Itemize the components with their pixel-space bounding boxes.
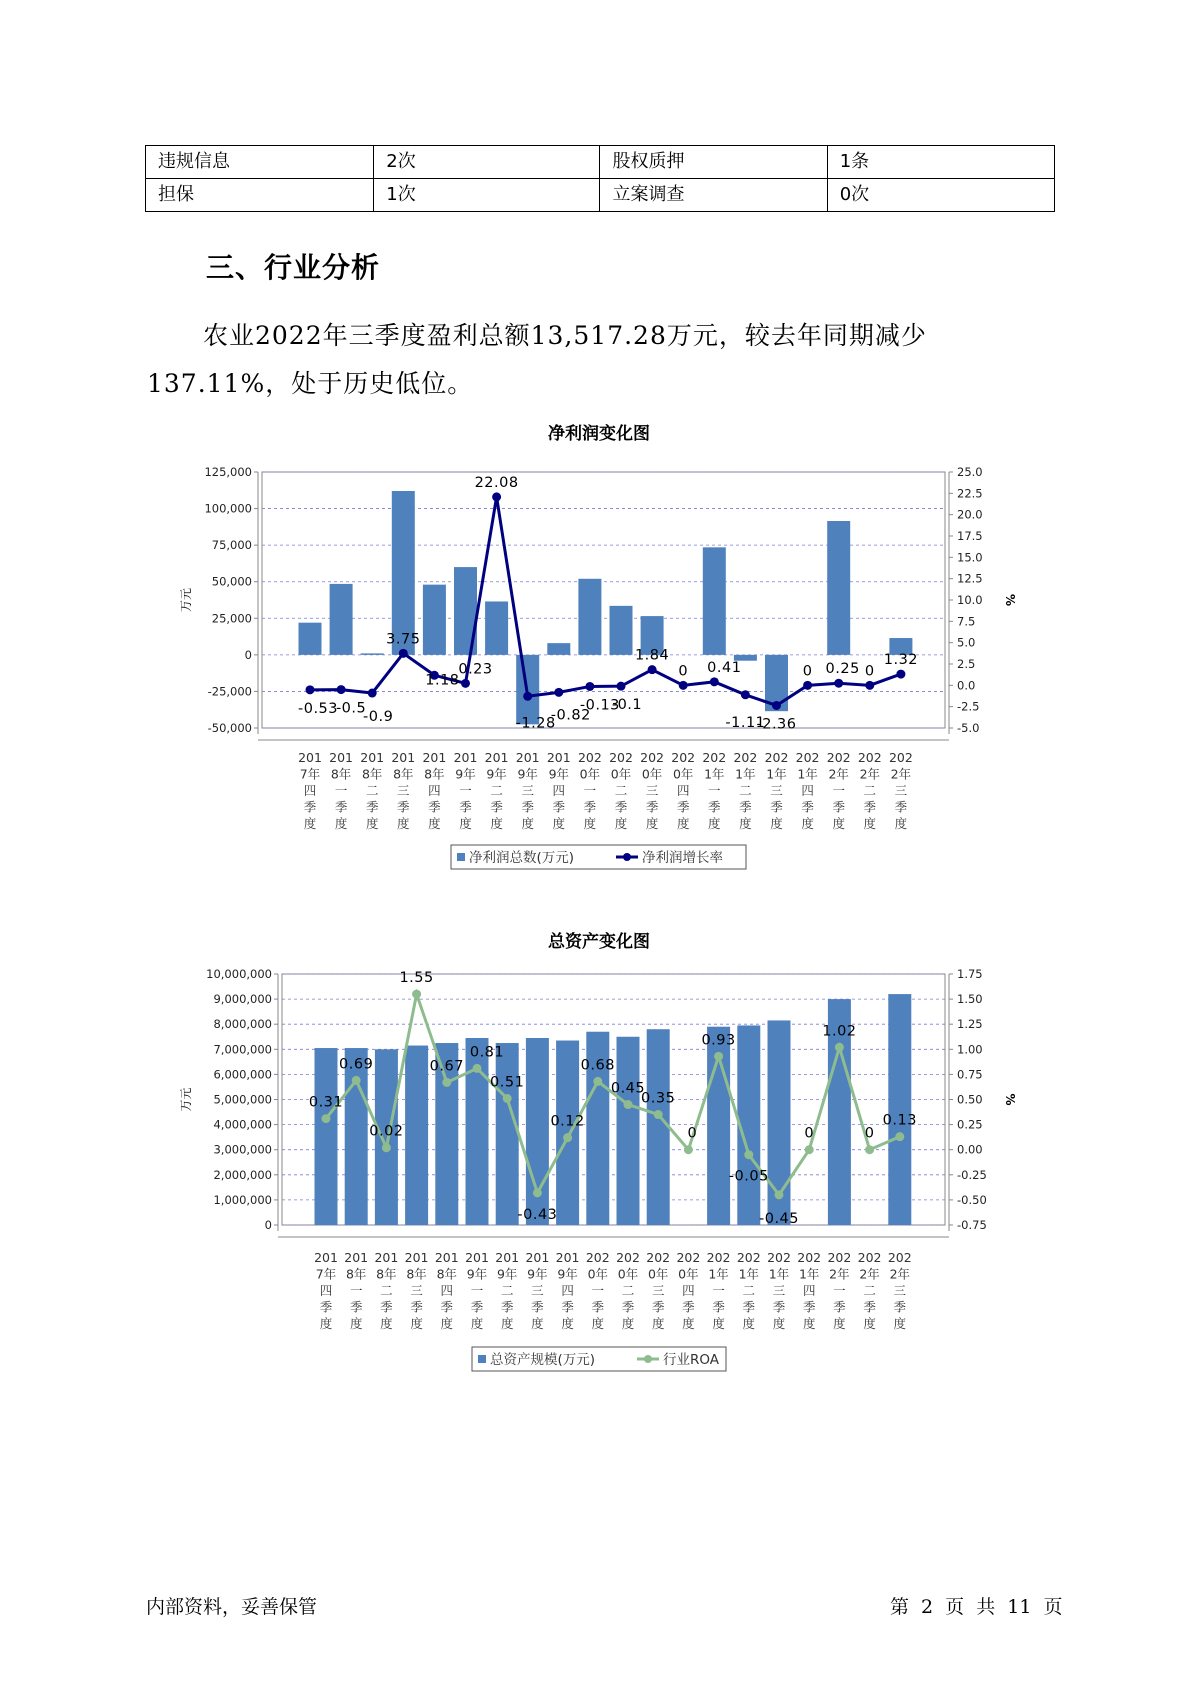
line-point bbox=[473, 1064, 482, 1073]
x-tick-label: 202 1年一季度 bbox=[702, 750, 727, 831]
table-cell: 担保 bbox=[146, 179, 374, 212]
line-point bbox=[593, 1077, 602, 1086]
x-tick-label: 201 7年四季度 bbox=[298, 750, 322, 831]
line-point bbox=[896, 670, 905, 679]
line-point bbox=[710, 677, 719, 686]
y2-tick-label: 17.5 bbox=[957, 529, 983, 543]
point-label: 22.08 bbox=[474, 474, 519, 491]
line-point bbox=[617, 682, 626, 691]
line-point bbox=[865, 681, 874, 690]
table-cell: 1次 bbox=[374, 179, 600, 212]
line-point bbox=[523, 692, 532, 701]
x-tick-label: 201 7年四季度 bbox=[314, 1250, 338, 1331]
point-label: 0.45 bbox=[610, 1080, 646, 1097]
bar bbox=[610, 606, 633, 655]
bar bbox=[647, 1029, 670, 1225]
y-tick-label: 9,000,000 bbox=[213, 992, 272, 1007]
point-label: -2.36 bbox=[756, 716, 797, 733]
x-tick-label: 202 1年三季度 bbox=[764, 750, 789, 831]
x-tick-label: 201 9年一季度 bbox=[465, 1250, 489, 1331]
footer-page-number: 第 2 页 共 11 页 bbox=[890, 1596, 1063, 1618]
bar bbox=[405, 1046, 428, 1225]
point-label: 0.13 bbox=[882, 1112, 917, 1129]
point-label: 0 bbox=[802, 663, 813, 680]
y2-tick-label: 0.50 bbox=[957, 1092, 983, 1107]
bar bbox=[315, 1048, 338, 1225]
x-tick-label: 201 8年一季度 bbox=[329, 750, 354, 831]
y2-tick-label: -0.25 bbox=[957, 1167, 987, 1182]
x-tick-label: 201 9年三季度 bbox=[515, 750, 540, 831]
bar bbox=[547, 643, 570, 655]
line-point bbox=[554, 688, 563, 697]
line-point bbox=[563, 1133, 572, 1142]
point-label: -0.1 bbox=[611, 697, 643, 714]
line-point bbox=[399, 649, 408, 658]
x-tick-label: 202 0年三季度 bbox=[646, 1250, 671, 1331]
x-tick-label: 201 8年二季度 bbox=[374, 1250, 399, 1331]
x-tick-label: 201 9年一季度 bbox=[453, 750, 478, 831]
point-label: -0.13 bbox=[579, 697, 620, 714]
point-label: 0 bbox=[864, 663, 875, 680]
y2-tick-label: 1.50 bbox=[957, 992, 983, 1007]
y-tick-label: 0 bbox=[264, 1218, 272, 1232]
line-point bbox=[624, 1100, 633, 1109]
point-label: 0.93 bbox=[701, 1032, 736, 1049]
point-label: 1.02 bbox=[822, 1023, 857, 1040]
bar bbox=[299, 623, 322, 655]
line-point bbox=[679, 681, 688, 690]
bar bbox=[827, 521, 850, 655]
y-tick-label: 5,000,000 bbox=[213, 1092, 272, 1107]
line-point bbox=[306, 685, 315, 694]
table-cell: 2次 bbox=[374, 146, 600, 179]
line-point bbox=[461, 679, 470, 688]
total-assets-chart bbox=[0, 925, 1191, 1385]
x-tick-label: 201 8年三季度 bbox=[391, 750, 416, 831]
point-label: 0.02 bbox=[369, 1123, 404, 1140]
point-label: 0.81 bbox=[469, 1044, 505, 1061]
point-label: -1.11 bbox=[725, 714, 766, 731]
legend-bar-swatch bbox=[457, 853, 465, 861]
line-point bbox=[492, 492, 501, 501]
bar bbox=[361, 653, 384, 654]
legend-label: 净利润增长率 bbox=[642, 850, 723, 866]
y2-tick-label: 1.25 bbox=[957, 1017, 983, 1032]
bar bbox=[330, 584, 353, 655]
point-label: -0.05 bbox=[728, 1168, 769, 1185]
y2-tick-label: 12.5 bbox=[957, 571, 983, 586]
point-label: -0.5 bbox=[335, 700, 367, 717]
point-label: 0.35 bbox=[641, 1090, 676, 1107]
x-tick-label: 201 9年四季度 bbox=[546, 750, 571, 831]
legend-label: 净利润总数(万元) bbox=[469, 850, 575, 866]
y2-tick-label: 2.5 bbox=[957, 657, 976, 671]
table-row bbox=[146, 146, 1055, 179]
y2-tick-label: 0.00 bbox=[957, 1142, 983, 1157]
legend-label: 行业ROA bbox=[663, 1352, 720, 1368]
y2-tick-label: 1.75 bbox=[957, 967, 983, 981]
x-tick-label: 202 2年二季度 bbox=[857, 750, 882, 831]
bar bbox=[345, 1048, 368, 1225]
line-point bbox=[352, 1076, 361, 1085]
line-point bbox=[684, 1145, 693, 1154]
y-tick-label: 25,000 bbox=[211, 611, 252, 626]
line-point bbox=[865, 1145, 874, 1154]
bar bbox=[888, 994, 911, 1225]
y2-axis-title: % bbox=[1003, 593, 1017, 607]
line-point bbox=[772, 701, 781, 710]
y2-tick-label: 0.75 bbox=[957, 1067, 983, 1082]
point-label: 0.23 bbox=[458, 661, 493, 678]
y2-tick-label: 7.5 bbox=[957, 614, 976, 629]
y2-tick-label: -5.0 bbox=[957, 721, 980, 735]
y2-tick-label: 0.25 bbox=[957, 1117, 983, 1132]
table-cell: 立案调查 bbox=[600, 179, 827, 212]
x-tick-label: 202 0年三季度 bbox=[640, 750, 665, 831]
x-tick-label: 201 8年三季度 bbox=[404, 1250, 429, 1331]
y-axis-title: 万元 bbox=[179, 1087, 193, 1112]
legend-line-marker bbox=[623, 853, 631, 861]
line-point bbox=[741, 690, 750, 699]
point-label: -0.53 bbox=[297, 700, 339, 717]
x-tick-label: 201 9年二季度 bbox=[495, 1250, 520, 1331]
point-label: -0.43 bbox=[517, 1206, 558, 1223]
y2-tick-label: 5.0 bbox=[957, 635, 976, 650]
line-point bbox=[322, 1114, 331, 1123]
line-point bbox=[803, 681, 812, 690]
info-table bbox=[145, 145, 1055, 212]
point-label: 0 bbox=[687, 1125, 698, 1142]
line-point bbox=[805, 1145, 814, 1154]
x-tick-label: 202 1年二季度 bbox=[736, 1250, 761, 1331]
x-tick-label: 201 9年二季度 bbox=[484, 750, 509, 831]
point-label: 3.75 bbox=[386, 631, 421, 648]
x-tick-label: 202 1年四季度 bbox=[797, 1250, 822, 1331]
point-label: -0.9 bbox=[363, 709, 394, 726]
y2-tick-label: 25.0 bbox=[957, 465, 983, 479]
y2-tick-label: 0.0 bbox=[957, 678, 976, 693]
y2-tick-label: 15.0 bbox=[957, 550, 983, 565]
line-point bbox=[585, 682, 594, 691]
y2-tick-label: 20.0 bbox=[957, 507, 983, 522]
point-label: -1.28 bbox=[515, 715, 556, 732]
point-label: 1.18 bbox=[425, 672, 460, 689]
line-point bbox=[835, 1043, 844, 1052]
y-tick-label: 0 bbox=[244, 647, 252, 662]
x-tick-label: 202 1年二季度 bbox=[733, 750, 758, 831]
x-tick-label: 202 0年四季度 bbox=[671, 750, 696, 831]
point-label: 0 bbox=[678, 663, 689, 680]
x-tick-label: 201 9年四季度 bbox=[555, 1250, 580, 1331]
y-axis-title: 万元 bbox=[179, 587, 193, 613]
y2-tick-label: -2.5 bbox=[957, 699, 980, 714]
table-cell: 1条 bbox=[827, 146, 1054, 179]
y-tick-label: 6,000,000 bbox=[213, 1067, 272, 1082]
bar bbox=[423, 585, 446, 655]
point-label: 1.84 bbox=[634, 647, 670, 664]
line-point bbox=[382, 1143, 391, 1152]
point-label: 1.55 bbox=[399, 970, 434, 987]
x-tick-label: 202 0年一季度 bbox=[585, 1250, 610, 1331]
y-tick-label: 3,000,000 bbox=[213, 1142, 272, 1157]
x-tick-label: 202 1年一季度 bbox=[706, 1250, 731, 1331]
y-tick-label: 10,000,000 bbox=[206, 967, 272, 981]
y-tick-label: 7,000,000 bbox=[213, 1042, 272, 1057]
point-label: 0.41 bbox=[707, 659, 742, 676]
table-cell: 违规信息 bbox=[146, 146, 374, 179]
y-tick-label: 2,000,000 bbox=[213, 1167, 272, 1182]
line-point bbox=[714, 1052, 723, 1061]
point-label: 0.67 bbox=[429, 1058, 464, 1075]
y-tick-label: -25,000 bbox=[207, 684, 252, 699]
point-label: -0.82 bbox=[550, 707, 591, 724]
y-tick-label: 4,000,000 bbox=[213, 1117, 272, 1132]
x-tick-label: 202 1年四季度 bbox=[795, 750, 820, 831]
footer-confidential: 内部资料，妥善保管 bbox=[146, 1596, 318, 1618]
legend-bar-swatch bbox=[478, 1355, 486, 1363]
y2-tick-label: 10.0 bbox=[957, 593, 983, 607]
line-point bbox=[895, 1132, 904, 1141]
line-point bbox=[744, 1150, 753, 1159]
line-point bbox=[533, 1188, 542, 1197]
line-point bbox=[775, 1190, 784, 1199]
bar bbox=[392, 491, 415, 655]
line-point bbox=[442, 1078, 451, 1087]
x-tick-label: 202 0年二季度 bbox=[609, 750, 633, 831]
line-point bbox=[412, 990, 421, 999]
y-tick-label: 1,000,000 bbox=[213, 1192, 272, 1207]
point-label: 0.25 bbox=[825, 661, 860, 678]
section-paragraph: 农业2022年三季度盈利总额13,517.28万元，较去年同期减少137.11%，处于历史低位。 bbox=[147, 321, 927, 398]
line-point bbox=[368, 689, 377, 698]
point-label: -0.45 bbox=[758, 1210, 800, 1227]
bar bbox=[556, 1041, 579, 1225]
x-tick-label: 202 2年一季度 bbox=[827, 1250, 852, 1331]
bar bbox=[703, 547, 726, 655]
y2-tick-label: -0.50 bbox=[957, 1192, 987, 1207]
table-row bbox=[146, 179, 1055, 212]
y-tick-label: 75,000 bbox=[211, 538, 252, 553]
y-tick-label: 50,000 bbox=[211, 574, 252, 589]
y2-tick-label: 1.00 bbox=[957, 1042, 983, 1057]
line-point bbox=[654, 1110, 663, 1119]
point-label: 0.69 bbox=[339, 1056, 374, 1073]
legend-line-marker bbox=[644, 1355, 652, 1363]
bar bbox=[496, 1043, 519, 1225]
x-tick-label: 201 8年二季度 bbox=[360, 750, 385, 831]
point-label: 0 bbox=[804, 1125, 815, 1142]
chart-title: 总资产变化图 bbox=[548, 932, 650, 952]
x-tick-label: 201 8年一季度 bbox=[344, 1250, 369, 1331]
x-tick-label: 202 0年一季度 bbox=[577, 750, 602, 831]
point-label: 1.32 bbox=[883, 652, 919, 669]
x-tick-label: 202 0年二季度 bbox=[616, 1250, 640, 1331]
point-label: 0 bbox=[864, 1125, 875, 1142]
point-label: 0.68 bbox=[580, 1057, 615, 1074]
y-tick-label: 8,000,000 bbox=[213, 1017, 272, 1032]
chart-title: 净利润变化图 bbox=[548, 424, 650, 444]
bar bbox=[485, 601, 508, 654]
bar bbox=[617, 1037, 640, 1225]
y2-tick-label: 22.5 bbox=[957, 486, 983, 501]
x-tick-label: 202 2年三季度 bbox=[888, 750, 913, 831]
y-tick-label: -50,000 bbox=[207, 721, 252, 735]
x-tick-label: 202 2年一季度 bbox=[826, 750, 851, 831]
x-tick-label: 202 1年三季度 bbox=[767, 1250, 791, 1331]
legend-label: 总资产规模(万元) bbox=[490, 1352, 596, 1368]
point-label: 0.31 bbox=[308, 1094, 344, 1111]
x-tick-label: 202 2年三季度 bbox=[887, 1250, 912, 1331]
table-cell: 股权质押 bbox=[600, 146, 827, 179]
point-label: 0.51 bbox=[490, 1074, 525, 1091]
x-tick-label: 201 9年三季度 bbox=[525, 1250, 550, 1331]
table-cell: 0次 bbox=[827, 179, 1054, 212]
line-point bbox=[834, 679, 843, 688]
line-point bbox=[503, 1094, 512, 1103]
x-tick-label: 201 8年四季度 bbox=[434, 1250, 459, 1331]
x-tick-label: 202 2年二季度 bbox=[857, 1250, 882, 1331]
line-point bbox=[648, 665, 657, 674]
point-label: 0.12 bbox=[550, 1113, 585, 1130]
section-heading: 三、行业分析 bbox=[206, 251, 381, 284]
x-tick-label: 201 8年四季度 bbox=[422, 750, 447, 831]
y2-axis-title: % bbox=[1003, 1093, 1017, 1106]
y2-tick-label: -0.75 bbox=[957, 1218, 987, 1232]
y-tick-label: 100,000 bbox=[204, 501, 252, 516]
x-tick-label: 202 0年四季度 bbox=[676, 1250, 701, 1331]
y-tick-label: 125,000 bbox=[204, 465, 252, 479]
line-point bbox=[337, 685, 346, 694]
bar bbox=[578, 579, 601, 655]
